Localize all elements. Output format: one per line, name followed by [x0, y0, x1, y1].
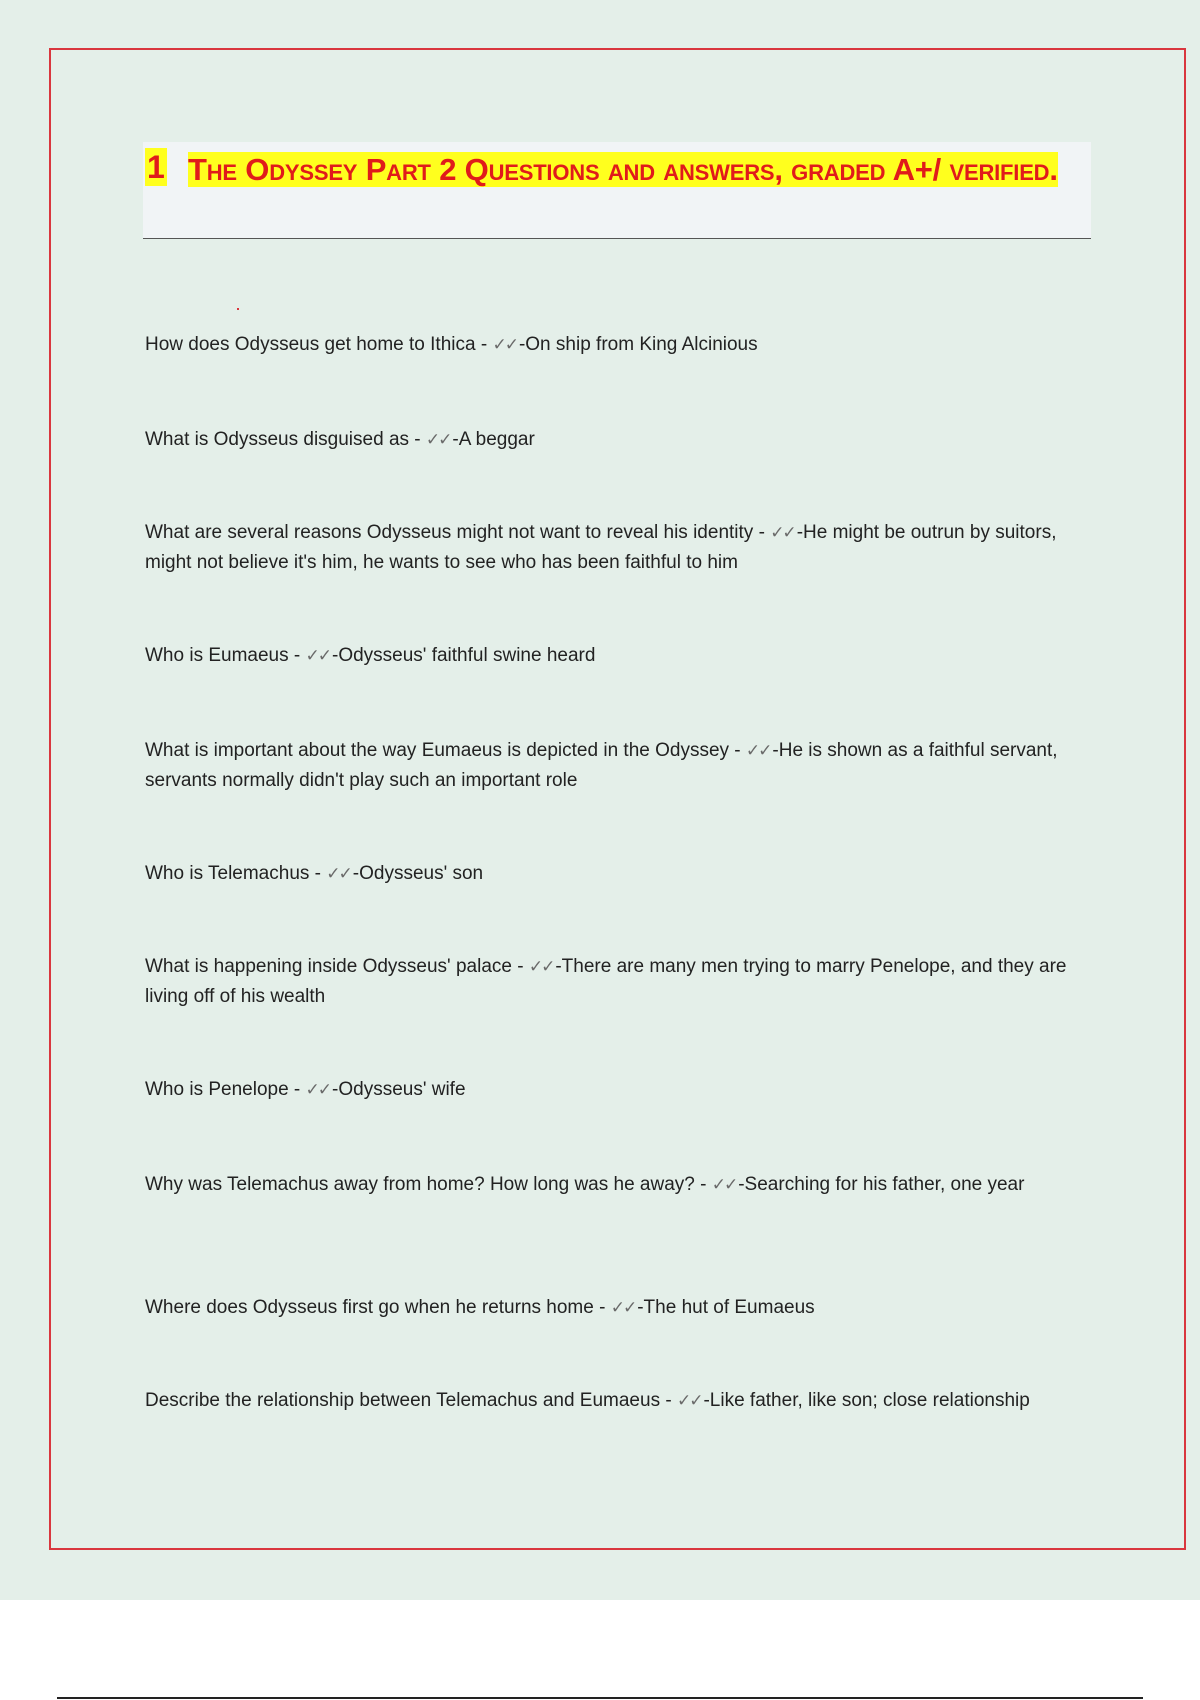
qa-item-6	[145, 859, 1085, 889]
answer-text: -Searching for his father, one year	[738, 1174, 1025, 1195]
double-check-icon: ✓✓	[610, 1298, 636, 1318]
question-text: How does Odysseus get home to Ithica -	[145, 334, 493, 355]
question-text: Describe the relationship between Telemachus and Eumaeus -	[145, 1390, 677, 1411]
answer-text: -Like father, like son; close relationship	[703, 1390, 1030, 1411]
qa-item-5	[145, 736, 1085, 795]
answer-text: -Odysseus' faithful swine heard	[332, 645, 596, 666]
question-text: Who is Penelope -	[145, 1079, 306, 1100]
question-text: What is Odysseus disguised as -	[145, 429, 426, 450]
question-text: Where does Odysseus first go when he returns home -	[145, 1297, 611, 1318]
qa-item-7	[145, 952, 1085, 1011]
question-text: Who is Eumaeus -	[145, 645, 306, 666]
qa-item-8	[145, 1075, 1085, 1105]
answer-text: -There are many men trying to marry Penelope, and they are living off of his wealth	[145, 956, 1067, 1007]
double-check-icon: ✓✓	[326, 864, 351, 884]
answer-text: -He might be outrun by suitors, might not believe it's him, he wants to see who has been faithful to him	[145, 522, 1057, 573]
answer-text: -A beggar	[452, 429, 535, 450]
footer-rule	[57, 1697, 1143, 1699]
question-text: What are several reasons Odysseus might not want to reveal his identity -	[145, 522, 771, 543]
double-check-icon: ✓✓	[492, 335, 517, 355]
qa-item-4	[145, 641, 1085, 671]
page-frame	[49, 48, 1186, 1550]
answer-text: -He is shown as a faithful servant, servants normally didn't play such an important role	[145, 740, 1058, 791]
answer-text: -Odysseus' wife	[332, 1079, 466, 1100]
heading-number: 1	[147, 149, 165, 185]
red-dot-mark	[237, 308, 239, 310]
qa-item-3	[145, 518, 1085, 577]
double-check-icon: ✓✓	[676, 1391, 702, 1411]
question-text: What is happening inside Odysseus' palace -	[145, 956, 529, 977]
answer-text: -On ship from King Alcinious	[518, 334, 758, 355]
double-check-icon: ✓✓	[425, 430, 451, 450]
question-text: Who is Telemachus -	[145, 863, 327, 884]
answer-text: -Odysseus' son	[352, 863, 484, 884]
qa-item-1	[145, 330, 1085, 360]
double-check-icon: ✓✓	[528, 957, 554, 977]
qa-item-9	[145, 1170, 1085, 1200]
qa-item-10	[145, 1293, 1085, 1323]
heading-block	[143, 142, 1091, 239]
document-title-text: The Odyssey Part 2 Questions and answers, graded A+/ verified.	[188, 152, 1058, 187]
qa-item-11	[145, 1386, 1085, 1416]
double-check-icon: ✓✓	[745, 741, 771, 761]
double-check-icon: ✓✓	[770, 523, 795, 543]
double-check-icon: ✓✓	[711, 1175, 737, 1195]
double-check-icon: ✓✓	[305, 1080, 331, 1100]
answer-text: -The hut of Eumaeus	[637, 1297, 815, 1318]
question-text: Why was Telemachus away from home? How long was he away? -	[145, 1174, 712, 1195]
question-text: What is important about the way Eumaeus is depicted in the Odyssey -	[145, 740, 746, 761]
document-title	[188, 148, 1088, 192]
qa-item-2	[145, 425, 1085, 455]
double-check-icon: ✓✓	[305, 646, 330, 666]
